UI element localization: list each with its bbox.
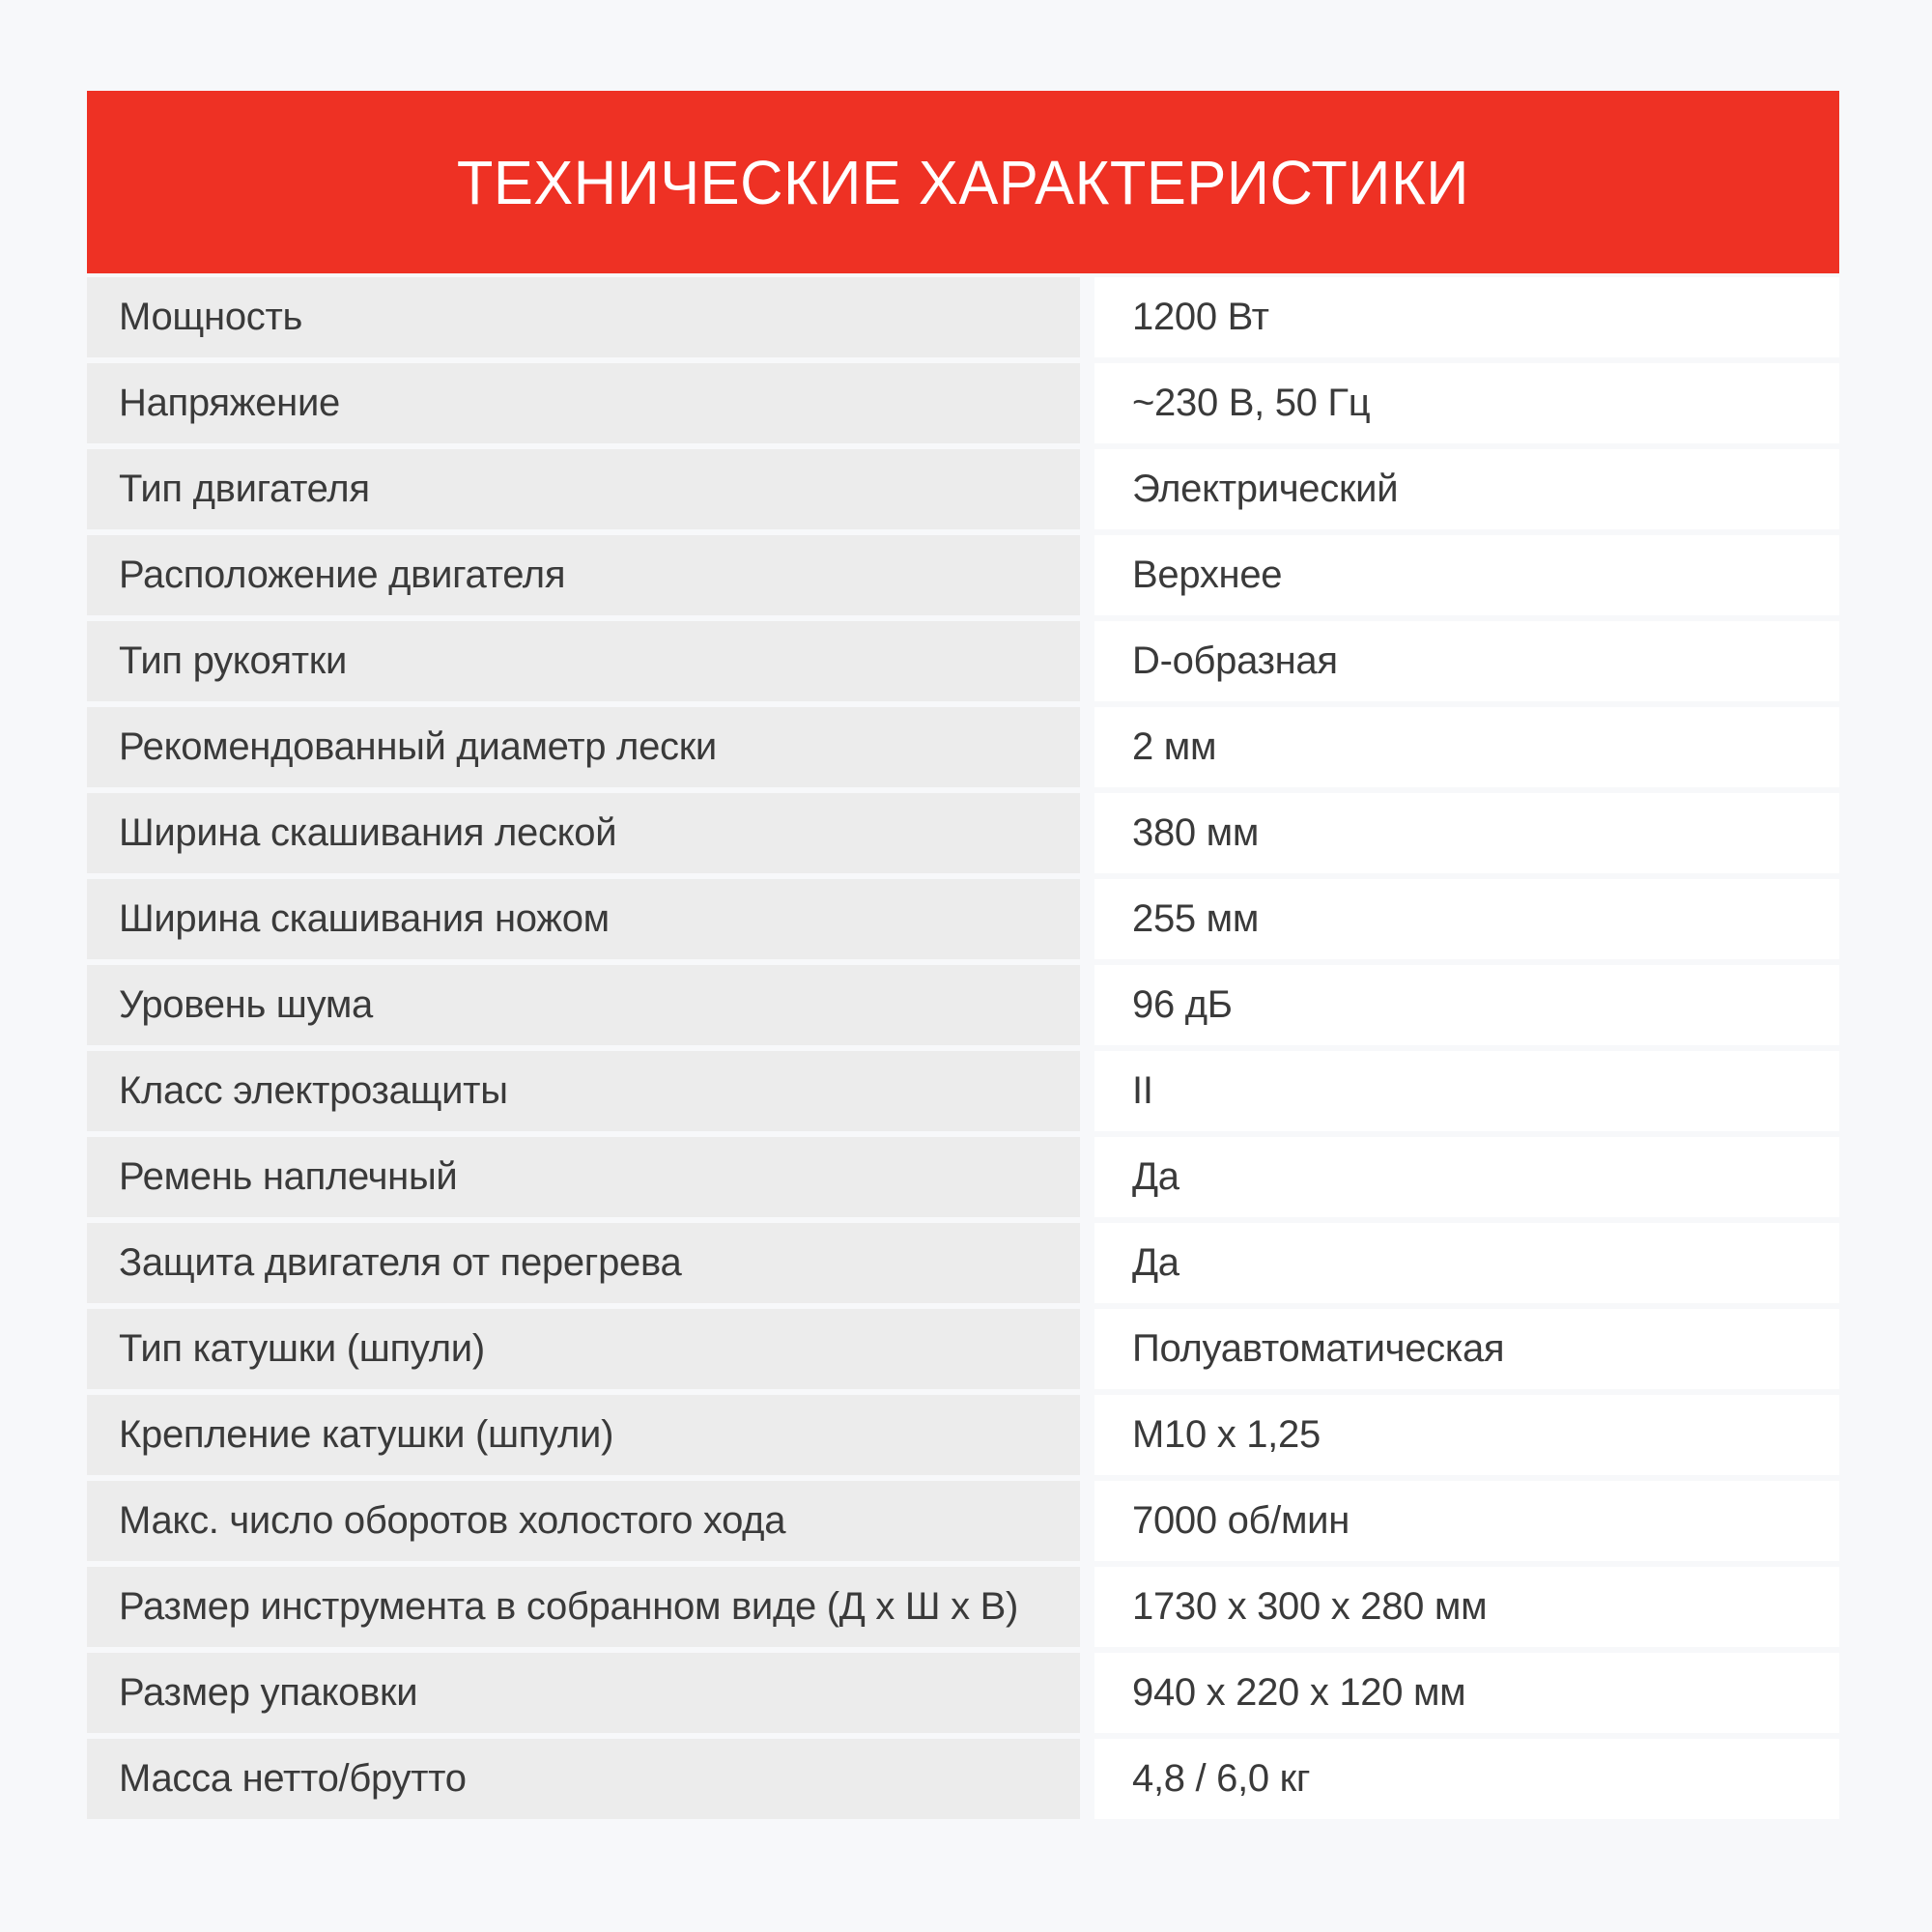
spec-value: 4,8 / 6,0 кг — [1132, 1757, 1311, 1800]
spec-value-cell — [1094, 1309, 1839, 1389]
spec-value: 380 мм — [1132, 811, 1260, 854]
spec-rows — [87, 277, 1839, 1819]
spec-label-cell — [87, 1309, 1080, 1389]
spec-value: Полуавтоматическая — [1132, 1327, 1505, 1370]
spec-value-cell — [1094, 1739, 1839, 1819]
spec-value-cell — [1094, 535, 1839, 615]
spec-label: Рекомендованный диаметр лески — [119, 725, 717, 768]
table-row — [87, 879, 1839, 959]
spec-label: Масса нетто/брутто — [119, 1757, 467, 1800]
table-row — [87, 1739, 1839, 1819]
spec-value: Да — [1132, 1241, 1179, 1284]
spec-label: Тип двигателя — [119, 468, 370, 510]
spec-value-cell — [1094, 1395, 1839, 1475]
spec-value-cell — [1094, 793, 1839, 873]
spec-label-cell — [87, 1739, 1080, 1819]
spec-label: Уровень шума — [119, 983, 373, 1026]
table-row — [87, 1395, 1839, 1475]
spec-value: Верхнее — [1132, 554, 1283, 596]
spec-value-cell — [1094, 965, 1839, 1045]
table-row — [87, 965, 1839, 1045]
spec-label-cell — [87, 793, 1080, 873]
spec-label-cell — [87, 1137, 1080, 1217]
spec-value-cell — [1094, 1567, 1839, 1647]
spec-value-cell — [1094, 1481, 1839, 1561]
table-header — [87, 91, 1839, 273]
spec-value: 255 мм — [1132, 897, 1260, 940]
table-row — [87, 1051, 1839, 1131]
spec-value: II — [1132, 1069, 1153, 1112]
spec-value-cell — [1094, 707, 1839, 787]
spec-label-cell — [87, 1567, 1080, 1647]
spec-label: Размер упаковки — [119, 1671, 418, 1714]
spec-value: ~230 В, 50 Гц — [1132, 382, 1371, 424]
table-row — [87, 1309, 1839, 1389]
spec-value-cell — [1094, 449, 1839, 529]
spec-label: Размер инструмента в собранном виде (Д х Ш х В) — [119, 1585, 1018, 1628]
spec-value-cell — [1094, 879, 1839, 959]
spec-value: M10 x 1,25 — [1132, 1413, 1321, 1456]
spec-label: Класс электрозащиты — [119, 1069, 508, 1112]
spec-value: 940 x 220 x 120 мм — [1132, 1671, 1466, 1714]
spec-label-cell — [87, 621, 1080, 701]
spec-value-cell — [1094, 1653, 1839, 1733]
spec-value: 1200 Вт — [1132, 296, 1269, 338]
table-row — [87, 277, 1839, 357]
spec-table — [87, 91, 1839, 1819]
spec-label-cell — [87, 879, 1080, 959]
table-row — [87, 1567, 1839, 1647]
spec-value-cell — [1094, 1051, 1839, 1131]
spec-label-cell — [87, 1653, 1080, 1733]
spec-label: Ширина скашивания ножом — [119, 897, 610, 940]
spec-label: Тип рукоятки — [119, 639, 348, 682]
spec-label: Ремень наплечный — [119, 1155, 458, 1198]
spec-value: 7000 об/мин — [1132, 1499, 1350, 1542]
table-title: ТЕХНИЧЕСКИЕ ХАРАКТЕРИСТИКИ — [456, 147, 1470, 217]
spec-value: D-образная — [1132, 639, 1338, 682]
table-row — [87, 1481, 1839, 1561]
table-row — [87, 793, 1839, 873]
table-row — [87, 1223, 1839, 1303]
spec-label: Ширина скашивания леской — [119, 811, 617, 854]
spec-label-cell — [87, 277, 1080, 357]
spec-value: 96 дБ — [1132, 983, 1233, 1026]
spec-label-cell — [87, 707, 1080, 787]
table-row — [87, 1137, 1839, 1217]
spec-value-cell — [1094, 621, 1839, 701]
spec-label-cell — [87, 449, 1080, 529]
table-row — [87, 707, 1839, 787]
spec-value-cell — [1094, 277, 1839, 357]
table-row — [87, 449, 1839, 529]
table-row — [87, 363, 1839, 443]
table-row — [87, 1653, 1839, 1733]
spec-label: Крепление катушки (шпули) — [119, 1413, 614, 1456]
spec-value-cell — [1094, 1223, 1839, 1303]
spec-value: Да — [1132, 1155, 1179, 1198]
spec-label: Макс. число оборотов холостого хода — [119, 1499, 786, 1542]
spec-value-cell — [1094, 1137, 1839, 1217]
spec-value: Электрический — [1132, 468, 1399, 510]
spec-label: Защита двигателя от перегрева — [119, 1241, 682, 1284]
spec-label-cell — [87, 1051, 1080, 1131]
spec-value: 1730 x 300 x 280 мм — [1132, 1585, 1488, 1628]
spec-label-cell — [87, 363, 1080, 443]
spec-label-cell — [87, 1223, 1080, 1303]
table-row — [87, 621, 1839, 701]
spec-label-cell — [87, 535, 1080, 615]
spec-label-cell — [87, 1395, 1080, 1475]
spec-label: Напряжение — [119, 382, 340, 424]
spec-label-cell — [87, 1481, 1080, 1561]
spec-label: Тип катушки (шпули) — [119, 1327, 485, 1370]
spec-label: Расположение двигателя — [119, 554, 566, 596]
table-row — [87, 535, 1839, 615]
spec-label-cell — [87, 965, 1080, 1045]
spec-value: 2 мм — [1132, 725, 1217, 768]
spec-value-cell — [1094, 363, 1839, 443]
spec-label: Мощность — [119, 296, 303, 338]
